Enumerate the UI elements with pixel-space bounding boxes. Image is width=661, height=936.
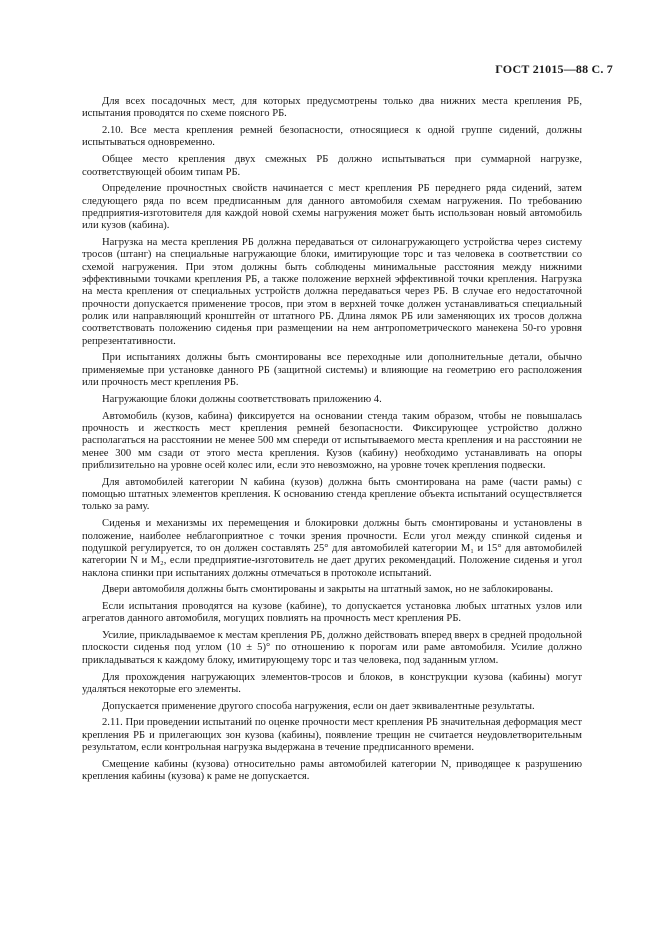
paragraph: При испытаниях должны быть смонтированы все переходные или дополнительные детали, обычно применяемые при установке данного РБ (защитной системы) и влияющие на геометрию его расположения или прочность мест крепления РБ. bbox=[82, 352, 582, 389]
paragraph: Для автомобилей категории N кабина (кузов) должна быть смонтирована на раме (части рамы) с помощью штатных элементов крепления. К основанию стенда крепление объекта испытаний осуществляется только за раму. bbox=[82, 476, 582, 513]
paragraph: Для прохождения нагружающих элементов-тросов и блоков, в конструкции кузова (кабины) могут удаляться некоторые его элементы. bbox=[82, 671, 582, 695]
paragraph: Допускается применение другого способа нагружения, если он дает эквивалентные результаты. bbox=[102, 700, 535, 712]
paragraph: 2.11. При проведении испытаний по оценке прочности мест крепления РБ значительная деформация мест крепления РБ и прилегающих зон кузова (кабины), появление трещин не считается неудовлетворительным результатом, если контрольная нагрузка выдержана в течение предписанного времени. bbox=[82, 717, 582, 754]
paragraph: Сиденья и механизмы их перемещения и блокировки должны быть смонтированы и установлены в положение, наиболее неблагоприятное с точки зрения прочности. Если угол между спинкой сиденья и подушкой регулируется, то он должен составлять 25° для автомобилей категории M₁ и 15° для автомобилей категории N и M₂, если предприятие-изготовитель не дает других рекомендаций. Положение сиденья и угол наклона спинки при испытаниях должны отмечаться в протоколе испытаний. bbox=[82, 518, 582, 579]
paragraph: Нагрузка на места крепления РБ должна передаваться от силонагружающего устройства через систему тросов (штанг) на специальные нагружающие блоки, имитирующие торс и таз человека в соответствии со схемой нагружения. При этом должны быть соблюдены минимальные расстояния между нижними эффективными точками крепления РБ, а также положение верхней эффективной точки крепления. Нагрузка на места крепления от специальных устройств должна передаваться через РБ. В случае его недостаточной прочности допускается применение тросов, при этом в верхней точке должен устанавливаться специальный ролик или направляющий кронштейн от штатного РБ. Длина лямок РБ или заменяющих их тросов должна соответствовать положению сиденья при размещении на нем антропометрического манекена 50-го уровня репрезентативности. bbox=[82, 237, 582, 347]
paragraph: Для всех посадочных мест, для которых предусмотрены только два нижних места крепления РБ, испытания проводятся по схеме поясного РБ. bbox=[82, 96, 582, 120]
paragraph: Автомобиль (кузов, кабина) фиксируется на основании стенда таким образом, чтобы не повышалась прочность и жесткость мест крепления ремней безопасности. Фиксирующее устройство должно располагаться на расстоянии не менее 500 мм спереди от испытываемого места крепления и на расстоянии не менее 300 мм сзади от этого места крепления. Кузов (кабину) необходимо устанавливать на опоры приблизительно на уровне осей колес или, если это невозможно, на уровне точек крепления подвески. bbox=[82, 410, 582, 472]
page-header: ГОСТ 21015—88 С. 7 bbox=[495, 62, 613, 76]
paragraph: Нагружающие блоки должны соответствовать приложению 4. bbox=[102, 393, 382, 405]
paragraph: Усилие, прикладываемое к местам крепления РБ, должно действовать вперед вверх в средней продольной плоскости сиденья под углом (10 ± 5)° по отношению к порогам или раме автомобиля. Усилие должно прикладываться к каждому блоку, имитирующему торс и таз человека, под заданным углом. bbox=[82, 630, 582, 666]
paragraph: Общее место крепления двух смежных РБ должно испытываться при суммарной нагрузке, соответствующей обоим типам РБ. bbox=[82, 154, 582, 178]
paragraph: 2.10. Все места крепления ремней безопасности, относящиеся к одной группе сидений, должны испытываться одновременно. bbox=[82, 125, 582, 149]
paragraph: Смещение кабины (кузова) относительно рамы автомобилей категории N, приводящее к разрушению крепления кабины (кузова) к раме не допускается. bbox=[82, 758, 582, 783]
document-body bbox=[82, 96, 582, 788]
paragraph: Определение прочностных свойств начинается с мест крепления РБ переднего ряда сидений, затем следующего ряда по всем предписанным для данного автомобиля схемам нагружения. По требованию предприятия-изготовителя для каждой новой схемы нагружения может быть использован новый автомобиль или кузов (кабина). bbox=[82, 183, 582, 232]
paragraph: Двери автомобиля должны быть смонтированы и закрыты на штатный замок, но не заблокированы. bbox=[102, 584, 554, 596]
paragraph: Если испытания проводятся на кузове (кабине), то допускается установка любых штатных узлов или агрегатов данного автомобиля, могущих повлиять на прочность мест крепления РБ. bbox=[82, 601, 582, 625]
